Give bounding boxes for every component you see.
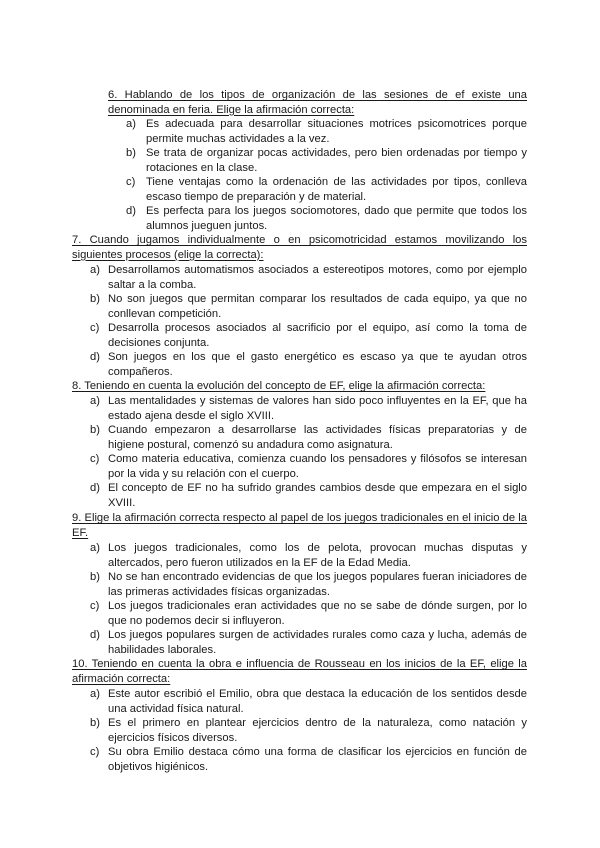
question-10-option-b [90,716,527,745]
option-text: Es adecuada para desarrollar situaciones motrices psicomotrices porque permite muchas actividades a la vez. [146,118,527,145]
question-9-option-d [90,628,527,657]
option-letter: a) [90,688,100,700]
question-6-option-b [126,146,527,175]
option-text: Los juegos tradicionales, como los de pelota, provocan muchas disputas y altercados, pero fueron utilizados en la EF de la Edad Media. [108,542,527,569]
option-text: Como materia educativa, comienza cuando los pensadores y filósofos se interesan por la vida y su relación con el cuerpo. [108,453,527,480]
option-text: No son juegos que permitan comparar los resultados de cada equipo, ya que no conllevan competición. [108,293,527,320]
option-text: Su obra Emilio destaca cómo una forma de clasificar los ejercicios en función de objetivos higiénicos. [108,746,527,773]
question-9-option-b [90,570,527,599]
option-letter: c) [90,746,100,758]
option-text: Desarrolla procesos asociados al sacrificio por el equipo, así como la toma de decisiones conjunta. [108,322,527,349]
option-letter: d) [90,482,100,494]
option-letter: a) [126,118,136,130]
option-letter: b) [90,424,100,436]
question-10-option-a [90,687,527,716]
question-6-option-c [126,175,527,204]
question-6-option-d [126,204,527,233]
option-text: Los juegos tradicionales eran actividades que no se sabe de dónde surgen, por lo que no podemos decir si influyeron. [108,600,527,627]
question-8-option-c [90,452,527,481]
option-letter: d) [126,205,136,217]
option-text: Desarrollamos automatismos asociados a estereotipos motores, como por ejemplo saltar a la comba. [108,264,527,291]
option-letter: d) [90,351,100,363]
option-text: Este autor escribió el Emilio, obra que destaca la educación de los sentidos desde una actividad física natural. [108,688,527,715]
question-7-option-d [90,350,527,379]
option-text: El concepto de EF no ha sufrido grandes cambios desde que empezara en el siglo XVIII. [108,482,527,509]
question-10-option-c [90,745,527,774]
question-9-option-a [90,541,527,570]
option-letter: b) [90,571,100,583]
option-text: Los juegos populares surgen de actividades rurales como caza y lucha, además de habilidades laborales. [108,629,527,656]
question-8: 8. Teniendo en cuenta la evolución del concepto de EF, elige la afirmación correcta: [72,380,486,392]
question-6-option-a [126,117,527,146]
option-letter: c) [90,322,100,334]
question-9-option-c [90,599,527,628]
option-letter: b) [90,717,100,729]
option-letter: c) [90,600,100,612]
question-10: 10. Teniendo en cuenta la obra e influencia de Rousseau en los inicios de la EF, elige la afirmación correcta: [72,658,527,685]
option-letter: c) [126,176,136,188]
option-text: Tiene ventajas como la ordenación de las actividades por tipos, conlleva escaso tiempo de preparación y de material. [146,176,527,203]
question-9: 9. Elige la afirmación correcta respecto al papel de los juegos tradicionales en el inicio de la EF. [72,512,527,539]
question-7-option-b [90,292,527,321]
question-8-option-a [90,394,527,423]
option-text: Cuando empezaron a desarrollarse las actividades físicas preparatorias y de higiene postural, comenzó su andadura como asignatura. [108,424,527,451]
option-letter: c) [90,453,100,465]
option-letter: a) [90,264,100,276]
option-text: Son juegos en los que el gasto energético es escaso ya que te ayudan otros compañeros. [108,351,527,378]
option-letter: a) [90,395,100,407]
option-letter: b) [126,147,136,159]
question-7-option-a [90,263,527,292]
option-text: Es el primero en plantear ejercicios dentro de la naturaleza, como natación y ejercicios físicos diversos. [108,717,527,744]
option-text: No se han encontrado evidencias de que los juegos populares fueran iniciadores de las primeras actividades físicas organizadas. [108,571,527,598]
option-letter: b) [90,293,100,305]
question-8-option-b [90,423,527,452]
question-7: 7. Cuando jugamos individualmente o en psicomotricidad estamos movilizando los siguientes procesos (elige la correcta): [72,234,527,261]
option-letter: a) [90,542,100,554]
option-text: Es perfecta para los juegos sociomotores, dado que permite que todos los alumnos jueguen juntos. [146,205,527,232]
option-text: Se trata de organizar pocas actividades, pero bien ordenadas por tiempo y rotaciones en la clase. [146,147,527,174]
question-7-option-c [90,321,527,350]
question-8-option-d [90,481,527,510]
option-letter: d) [90,629,100,641]
option-text: Las mentalidades y sistemas de valores han sido poco influyentes en la EF, que ha estado ajena desde el siglo XVIII. [108,395,527,422]
question-6: 6. Hablando de los tipos de organización de las sesiones de ef existe una denominada en feria. Elige la afirmación correcta: [108,89,527,116]
